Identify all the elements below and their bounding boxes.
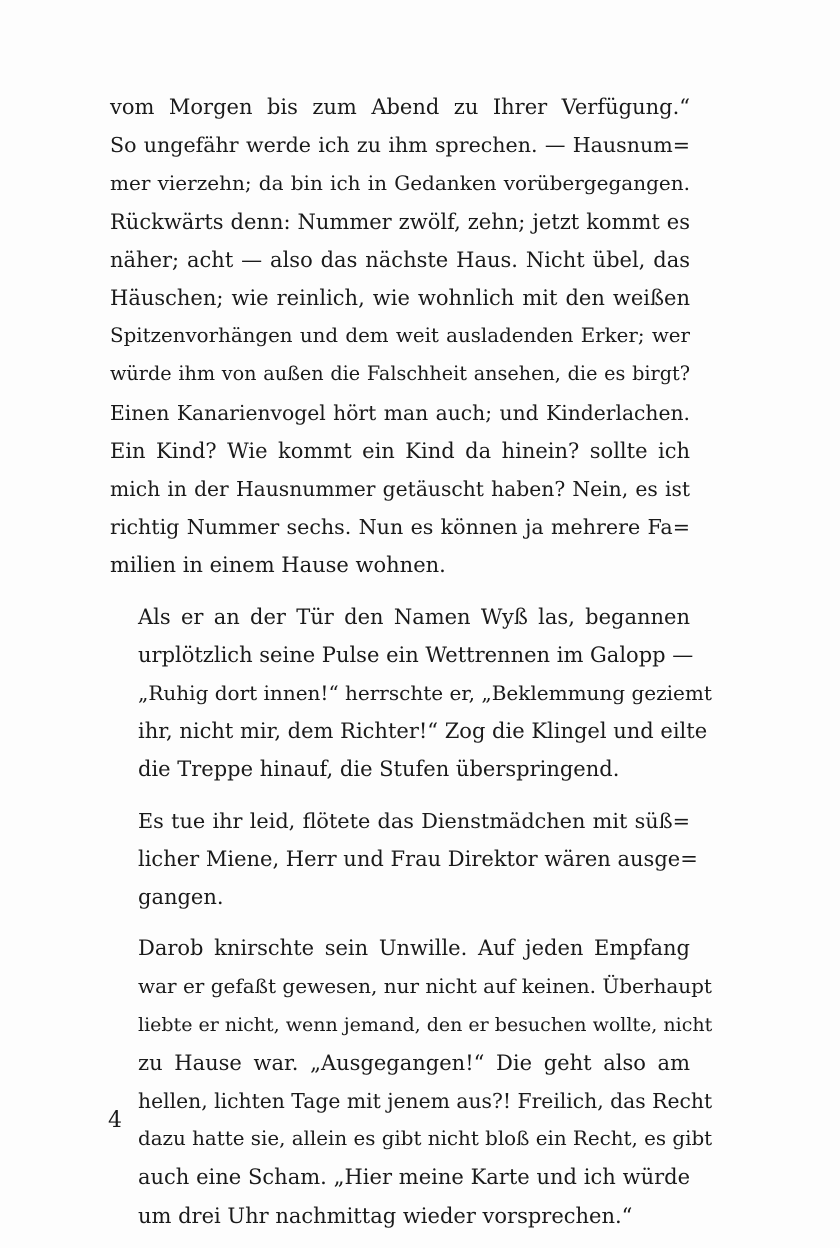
text-line: Ein Kind? Wie kommt ein Kind da hinein? sollte ich	[110, 438, 690, 463]
text-line: gangen.	[138, 885, 224, 910]
text-line: würde ihm von außen die Falschheit ansehen, die es birgt?	[110, 362, 690, 386]
text-line: Es tue ihr leid, flötete das Dienstmädchen mit süß=	[138, 808, 690, 833]
text-line: die Treppe hinauf, die Stufen überspringend.	[138, 757, 620, 782]
text-line: liebte er nicht, wenn jemand, den er besuchen wollte, nicht	[138, 1013, 713, 1036]
paragraph-3	[110, 802, 698, 917]
text-line: milien in einem Hause wohnen.	[110, 553, 446, 578]
text-line: „Ruhig dort innen!“ herrschte er, „Beklemmung geziemt	[138, 681, 712, 706]
text-line: Darob knirschte sein Unwille. Auf jeden Empfang	[138, 936, 690, 961]
text-line: auch eine Scham. „Hier meine Karte und ich würde	[138, 1165, 690, 1190]
text-line: licher Miene, Herr und Frau Direktor wären ausge=	[138, 846, 698, 871]
text-line: urplötzlich seine Pulse ein Wettrennen im Galopp —	[138, 642, 694, 667]
paragraph-1	[110, 88, 690, 585]
text-line: vom Morgen bis zum Abend zu Ihrer Verfügung.“	[110, 95, 690, 119]
text-line: Einen Kanarienvogel hört man auch; und Kinderlachen.	[110, 400, 690, 425]
paragraph-4	[110, 929, 713, 1235]
text-line: So ungefähr werde ich zu ihm sprechen. — Hausnum=	[110, 133, 690, 158]
text-line: Als er an der Tür den Namen Wyß las, begannen	[138, 604, 690, 629]
text-line: richtig Nummer sechs. Nun es können ja mehrere Fa=	[110, 515, 690, 540]
text-line: dazu hatte sie, allein es gibt nicht bloß ein Recht, es gibt	[138, 1127, 713, 1151]
text-line: mer vierzehn; da bin ich in Gedanken vorübergegangen.	[110, 171, 690, 196]
page-number: 4	[108, 1108, 122, 1133]
body-text	[110, 88, 713, 1248]
text-line: ihr, nicht mir, dem Richter!“ Zog die Klingel und eilte	[138, 719, 708, 744]
text-line: näher; acht — also das nächste Haus. Nicht übel, das	[110, 247, 690, 272]
text-line: mich in der Hausnummer getäuscht haben? Nein, es ist	[110, 477, 690, 502]
paragraph-2	[110, 598, 712, 789]
text-line: Häuschen; wie reinlich, wie wohnlich mit den weißen	[110, 286, 690, 311]
text-line: Rückwärts denn: Nummer zwölf, zehn; jetzt kommt es	[110, 209, 690, 234]
text-line: hellen, lichten Tage mit jenem aus?! Freilich, das Recht	[138, 1089, 713, 1114]
text-line: um drei Uhr nachmittag wieder vorsprechen.“	[138, 1203, 633, 1228]
text-line: zu Hause war. „Ausgegangen!“ Die geht also am	[138, 1050, 690, 1075]
text-line: Spitzenvorhängen und dem weit ausladenden Erker; wer	[110, 324, 690, 348]
text-line: war er gefaßt gewesen, nur nicht auf keinen. Überhaupt	[138, 974, 712, 999]
